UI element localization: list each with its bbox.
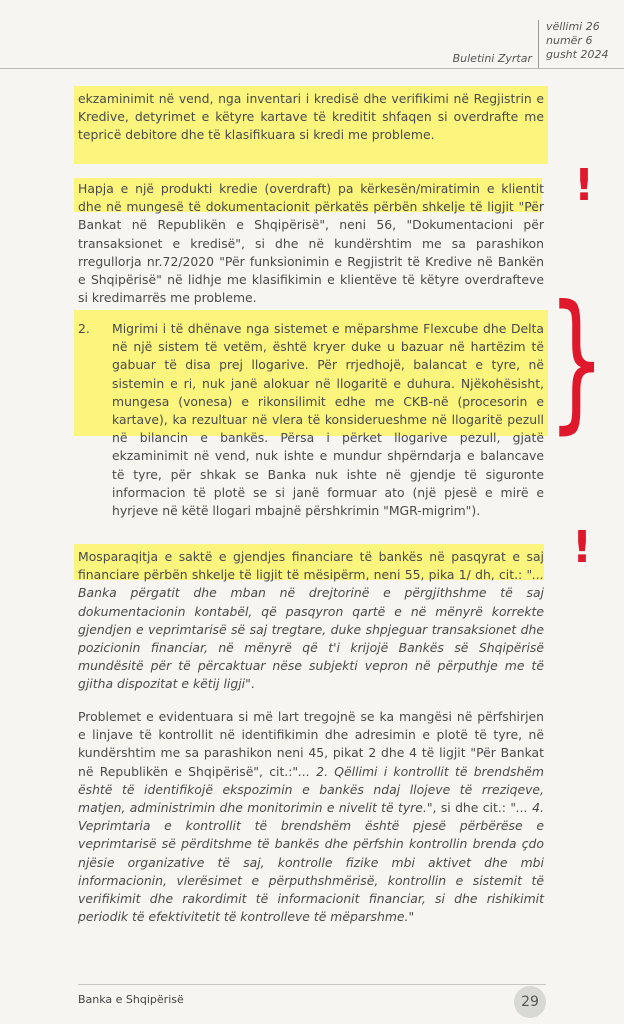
paragraph-1-text: ekzaminimit në vend, nga inventari i kredisë dhe verifikimi në Regjistrin e Kredive, detyrimet e këtyre kartave të kreditit shfaqen si overdrafte me tepricë debitore dhe të klasifikuara si kredi me probleme. — [78, 91, 544, 143]
paragraph-5-quote-1: ... 2. Qëllimi i kontrollit të brendshëm është të identifikojë ekspozimin e bankës ndaj llojeve të rreziqeve, matjen, administrimin dhe monitorimin e nivelit të tyre. — [78, 763, 544, 816]
paragraph-5-quote-2: ... 4. Veprimtaria e kontrollit të brendshëm është pjesë përbërëse e veprimtarisë së përditshme të bankës dhe përfshin kontrollin brenda çdo njësie organizative të saj, kontrolle fizike mbi aktivet dhe mbi informacionin, vlerësimet e përputhshmërisë, kontrollin e sistemit të verifikimit dhe rakordimit të informacionit financiar, si dhe rishikimit periodik të efektivitetit të kontrolleve të mëparshme. — [78, 800, 544, 925]
header-divider — [538, 20, 539, 68]
header-title: Buletini Zyrtar — [452, 52, 532, 65]
paragraph-5-mid: ", si dhe cit.: " — [426, 800, 517, 816]
numbered-item-2 — [78, 320, 544, 520]
paragraph-4-quote: ... Banka përgatit dhe mban në drejtorinë e përgjithshme të saj dokumentacionin kontabël, që pasqyron qartë e në mënyrë korrekte gjendjen e veprimtarisë së saj tregtare, duke shpjeguar transaksionet dhe pozicionin financiar, në mënyrë që t'i krijojë Bankës së Shqipërisë mundësitë për të përcaktuar nëse subjekti vepron në përputhje me të gjitha dispozitat e këtij ligji — [78, 567, 544, 692]
item-number: 2. — [78, 321, 90, 336]
brace-mark: } — [548, 274, 606, 448]
paragraph-4-text — [78, 548, 544, 694]
paragraph-5-text — [78, 708, 544, 926]
paragraph-4-lead: Mosparaqitja e saktë e gjendjes financiare të bankës në pasqyrat e saj financiare përbën shkelje të ligjit të mësipërm, neni 55, pika 1/ dh, cit.: " — [78, 549, 544, 583]
paragraph-1 — [78, 90, 544, 145]
paragraph-2-text: Hapja e një produkti kredie (overdraft) pa kërkesën/miratimin e klientit dhe në mungesë të dokumentacionit përkatës përbën shkelje të ligjit "Për Bankat në Republikën e Shqipërisë", neni 56, "Dokumentacioni për transaksionet e kredisë", si dhe në kundërshtim me sa parashikon rregullorja nr.72/2020 "Për funksionimin e Regjistrit të Kredive në Bankën e Shqipërisë" në lidhje me klasifikimin e klientëve të këtyre overdrafteve si kredimarrës me probleme. — [78, 181, 544, 306]
exclamation-mark-2: ! — [572, 522, 593, 573]
header-meta — [546, 20, 608, 62]
issue-label: numër 6 — [546, 34, 593, 47]
exclamation-mark-1: ! — [574, 160, 595, 211]
page-number: 29 — [514, 986, 546, 1018]
paragraph-2 — [78, 180, 544, 307]
footer-rule — [78, 984, 546, 985]
paragraph-5-close: " — [408, 909, 415, 925]
paragraph-5-lead: Problemet e evidentuara si më lart tregojnë se ka mangësi në përfshirjen e linjave të kontrollit në identifikimin dhe adresimin e plotë të tyre, në kundërshtim me sa parashikon neni 45, pikat 2 dhe 4 të ligjit "Për Bankat në Republikën e Shqipërisë", cit.:" — [78, 709, 544, 779]
paragraph-4-close: ". — [245, 676, 255, 692]
paragraph-4 — [78, 548, 544, 694]
header-rule — [0, 68, 624, 69]
footer-source: Banka e Shqipërisë — [78, 993, 184, 1006]
volume-label: vëllimi 26 — [546, 20, 600, 33]
date-label: gusht 2024 — [546, 48, 609, 61]
item-2-text: Migrimi i të dhënave nga sistemet e mëparshme Flexcube dhe Delta në një sistem të vetëm, është kryer duke u bazuar në hartëzim të gabuar të disa prej llogarive. Për rrjedhojë, balancat e tyre, në sistemin e ri, nuk janë alokuar në llogaritë e duhura. Njëkohësisht, mungesa (vonesa) e rikonsilimit edhe me CKB-në (procesorin e kartave), ka rezultuar në vlera të konsiderueshme në llogaritë pezull në bilancin e bankës. Përsa i përket llogarive pezull, gjatë ekzaminimit në vend, nuk ishte e mundur shpërndarja e balancave të tyre, për shkak se Banka nuk ishte në gjendje të siguronte informacion të plotë se si janë formuar ato (një pjesë e mirë e hyrjeve në këtë llogari mbajnë përshkrimin "MGR-migrim"). — [112, 321, 544, 519]
paragraph-5 — [78, 708, 544, 926]
